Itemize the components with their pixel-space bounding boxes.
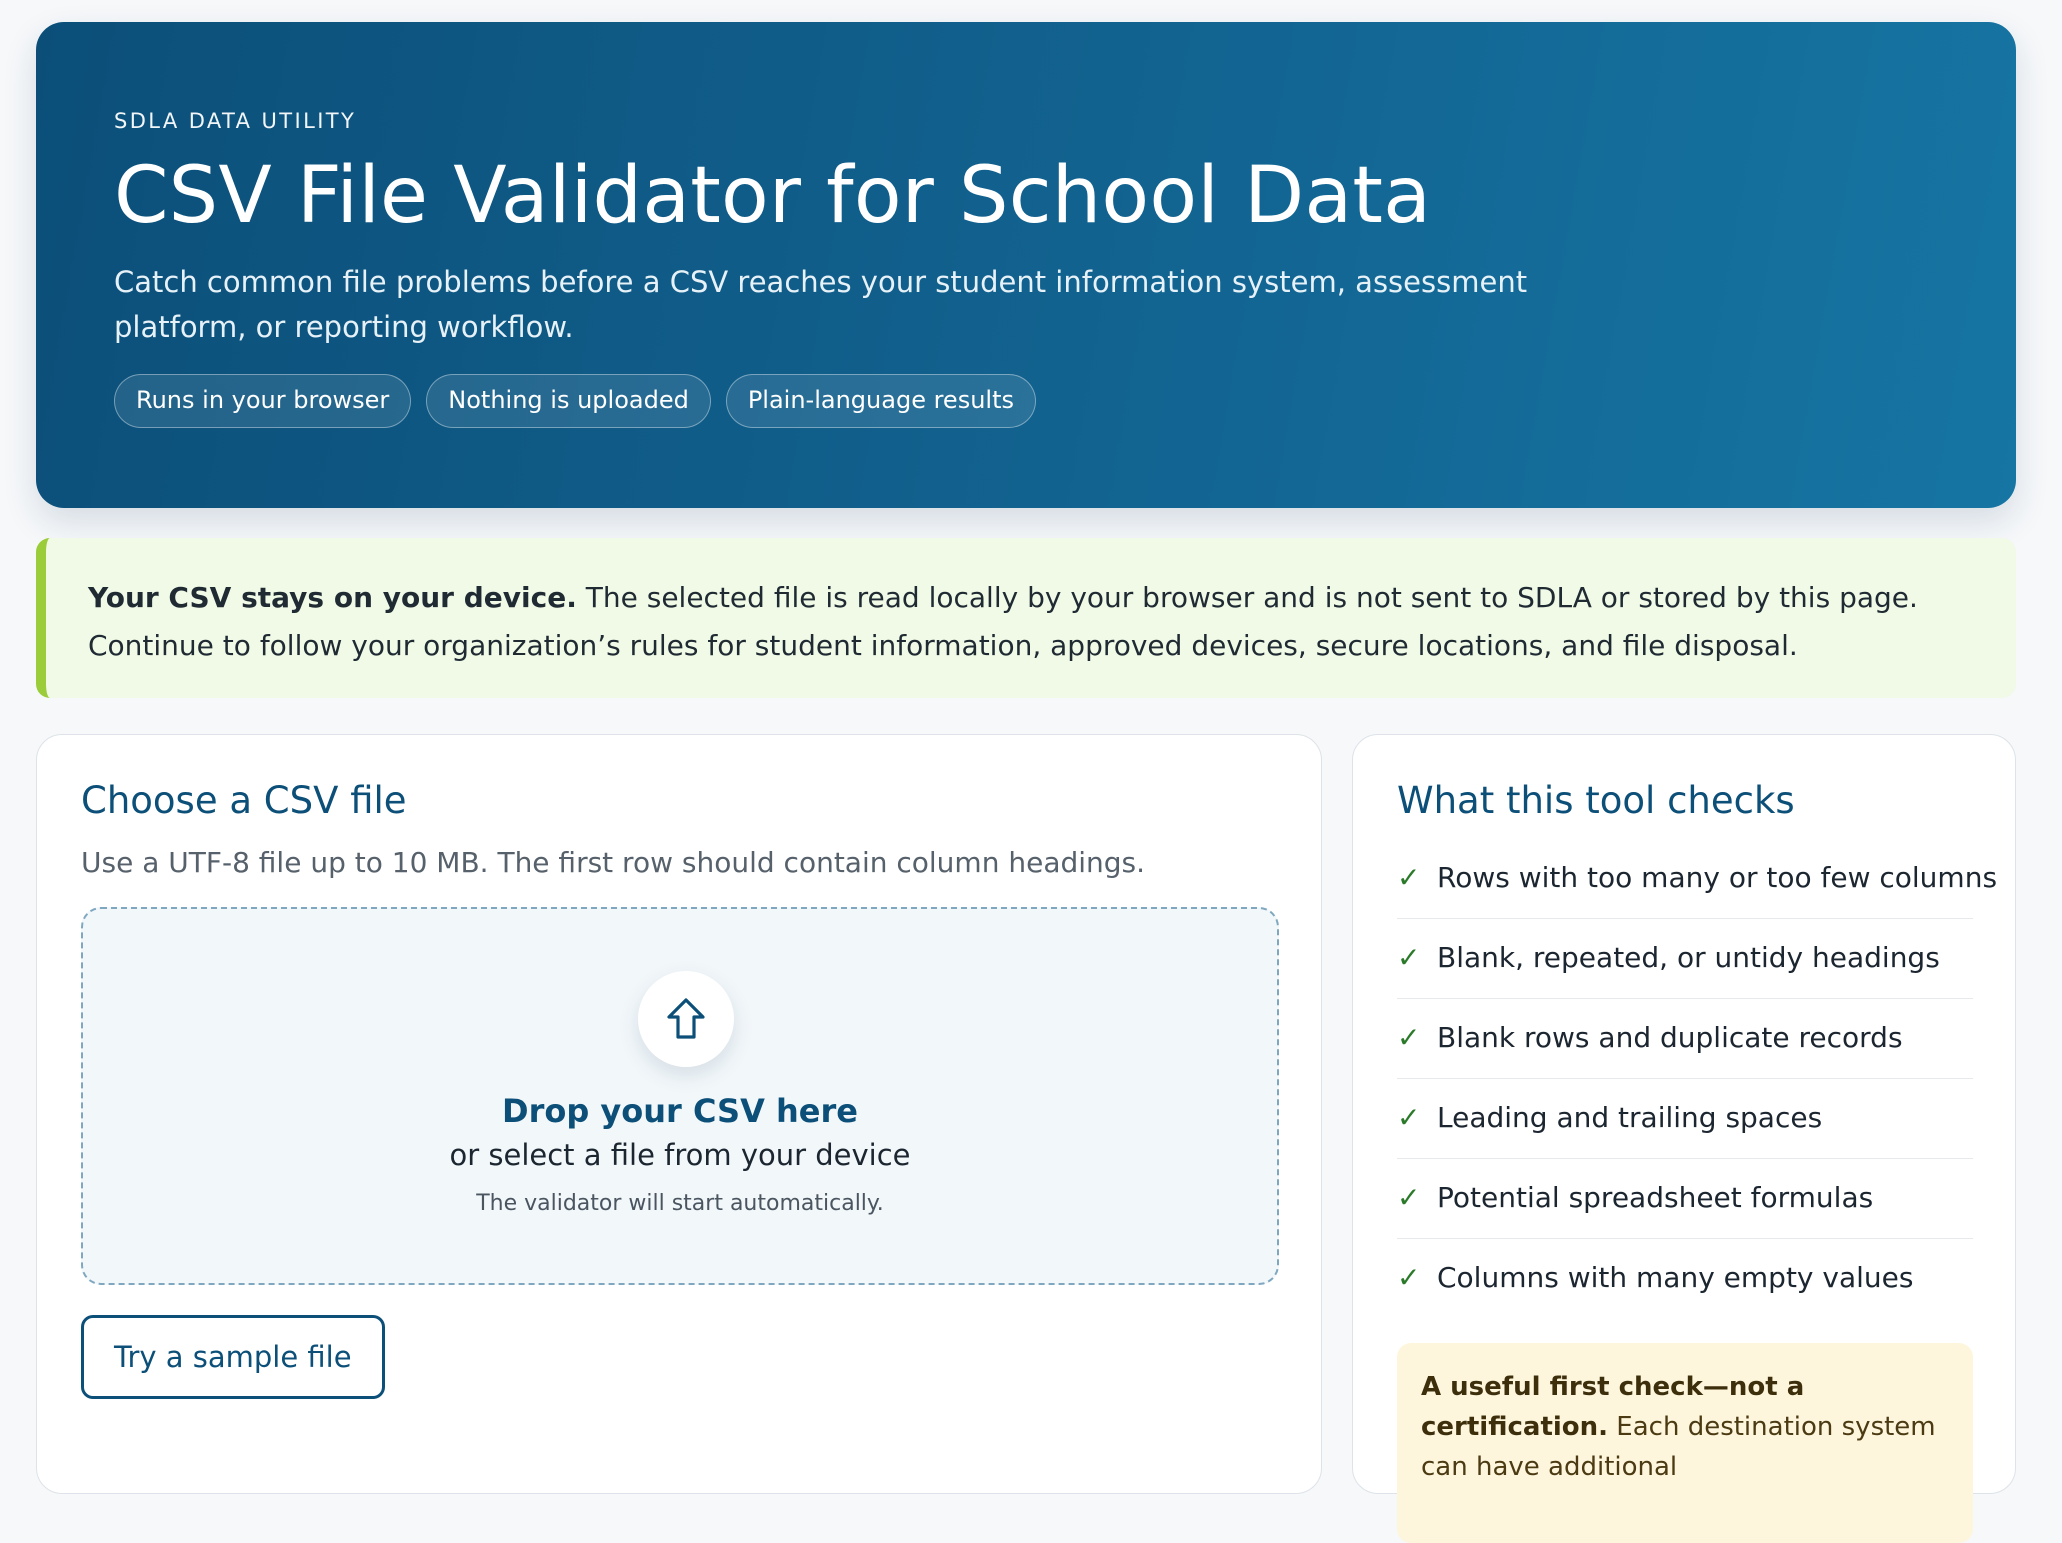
hero-banner: [36, 22, 2016, 508]
certification-note: [1397, 1343, 1973, 1543]
upload-circle: [638, 971, 734, 1067]
list-item: [1397, 1239, 1973, 1319]
pill-no-upload: Nothing is uploaded: [426, 374, 711, 428]
hero-eyebrow: SDLA DATA UTILITY: [114, 109, 357, 133]
check-label: Leading and trailing spaces: [1437, 1101, 1823, 1134]
dropzone-subtitle: or select a file from your device: [449, 1138, 911, 1172]
list-item: [1397, 1159, 1973, 1239]
privacy-strong: Your CSV stays on your device.: [88, 581, 577, 614]
hero-lead: Catch common file problems before a CSV reaches your student information system, assessment platform, or reporting workflow.: [114, 265, 1528, 344]
note-strong: A useful first check—not a certification.: [1421, 1372, 1805, 1442]
upload-title: Choose a CSV file: [81, 779, 407, 822]
check-label: Blank, repeated, or untidy headings: [1437, 941, 1940, 974]
dropzone-title: Drop your CSV here: [502, 1092, 858, 1130]
upload-card: [36, 734, 1322, 1494]
checks-title: What this tool checks: [1397, 779, 1795, 822]
dropzone-note: The validator will start automatically.: [476, 1191, 884, 1216]
check-label: Potential spreadsheet formulas: [1437, 1181, 1874, 1214]
checks-list: [1397, 839, 1998, 1319]
check-label: Columns with many empty values: [1437, 1261, 1914, 1294]
check-icon: ✓: [1397, 1101, 1421, 1134]
note-text: Each destination system can have additional: [1421, 1412, 1936, 1482]
privacy-line-1: [88, 574, 2016, 622]
pill-plain-language: Plain-language results: [726, 374, 1036, 428]
list-item: [1397, 839, 1998, 919]
privacy-text-2: Continue to follow your organization’s rules for student information, approved devices, secure locations, and file disposal.: [88, 629, 1798, 662]
upload-help: Use a UTF-8 file up to 10 MB. The first row should contain column headings.: [81, 846, 1146, 879]
privacy-text-1: The selected file is read locally by your browser and is not sent to SDLA or stored by this page.: [585, 581, 1918, 614]
file-dropzone[interactable]: [81, 907, 1279, 1285]
privacy-notice: [36, 538, 2016, 698]
check-label: Rows with too many or too few columns: [1437, 861, 1998, 894]
check-icon: ✓: [1397, 861, 1421, 894]
list-item: [1397, 919, 1973, 999]
check-icon: ✓: [1397, 1261, 1421, 1294]
list-item: [1397, 999, 1973, 1079]
upload-arrow-icon: [665, 997, 707, 1041]
feature-pills: [114, 374, 1036, 428]
check-icon: ✓: [1397, 941, 1421, 974]
list-item: [1397, 1079, 1973, 1159]
page-title: CSV File Validator for School Data: [114, 151, 1432, 241]
pill-browser: Runs in your browser: [114, 374, 411, 428]
check-icon: ✓: [1397, 1021, 1421, 1054]
checks-card: [1352, 734, 2016, 1494]
check-label: Blank rows and duplicate records: [1437, 1021, 1903, 1054]
check-icon: ✓: [1397, 1181, 1421, 1214]
sample-file-button[interactable]: Try a sample file: [81, 1315, 385, 1399]
